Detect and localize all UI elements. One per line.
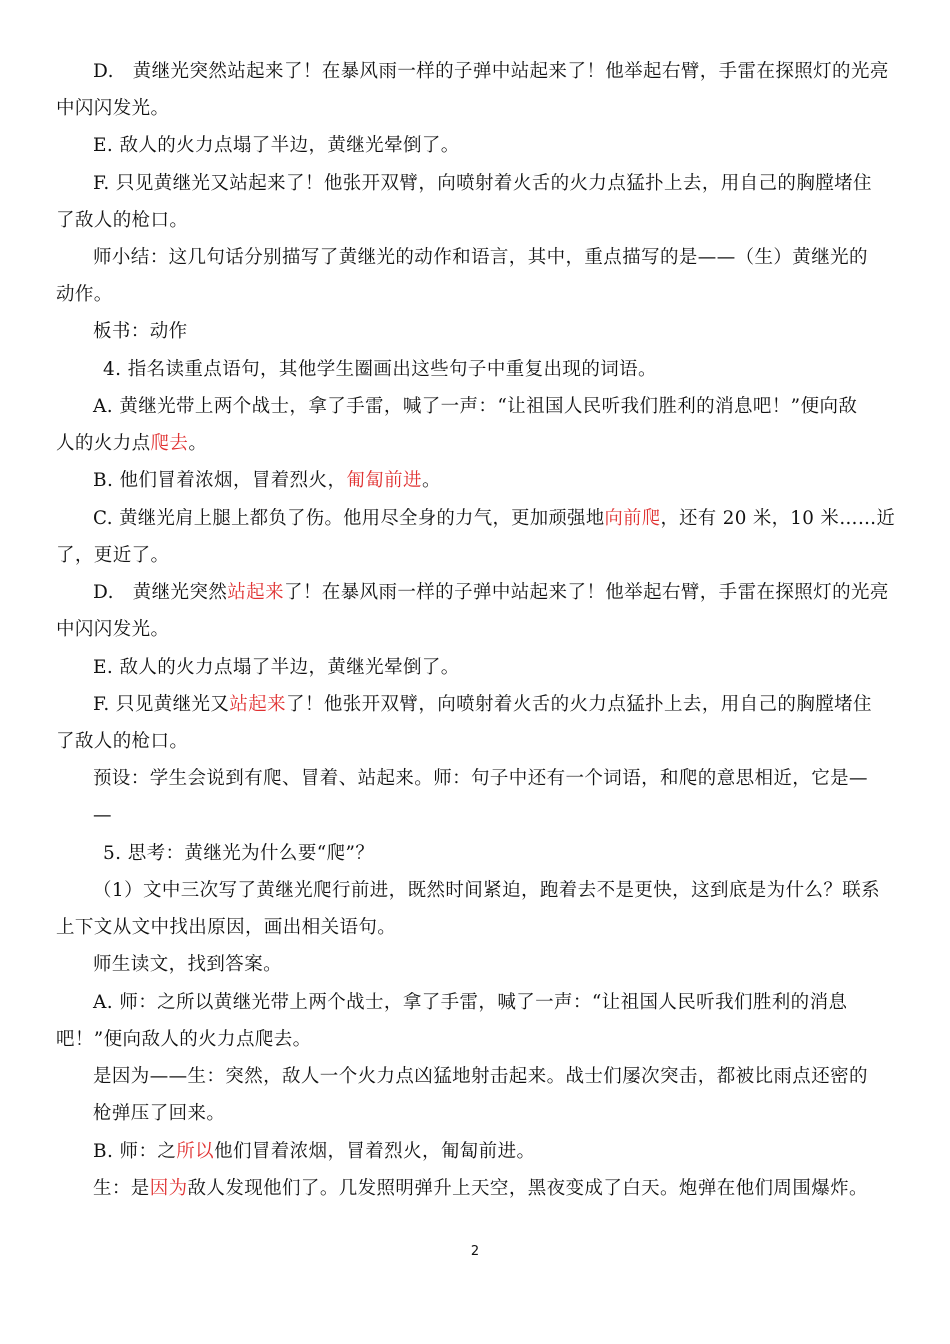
paragraph-line (103, 842, 374, 866)
text-run: D. 黄继光突然 (93, 582, 228, 603)
paragraph-line (93, 507, 895, 531)
paragraph-line (93, 991, 847, 1015)
highlighted-word: 站起来 (229, 694, 287, 715)
text-run: 他们冒着浓烟，冒着烈火，匍匐前进。 (214, 1141, 536, 1162)
highlighted-word: 因为 (149, 1178, 188, 1199)
text-run: 了！在暴风雨一样的子弹中站起来了！他举起右臂，手雷在探照灯的光亮 (283, 582, 889, 603)
text-run: 了，更近了。 (56, 545, 170, 566)
highlighted-word: 站起来 (227, 582, 284, 603)
highlighted-word: 爬去 (150, 433, 189, 454)
paragraph-line (93, 581, 889, 605)
text-run: C. 黄继光肩上腿上都负了伤。他用尽全身的力气，更加顽强地 (93, 508, 605, 529)
paragraph-line (103, 358, 657, 382)
paragraph-line (56, 209, 188, 233)
paragraph-line (93, 693, 872, 717)
text-run: 了敌人的枪口。 (56, 731, 189, 752)
text-run: D. 黄继光突然站起来了！在暴风雨一样的子弹中站起来了！他举起右臂，手雷在探照灯的光亮 (93, 61, 889, 82)
page-number: 2 (470, 1244, 480, 1259)
paragraph-line (93, 246, 868, 270)
paragraph-line (56, 432, 207, 456)
text-run: A. 师：之所以黄继光带上两个战士，拿了手雷，喊了一声：“让祖国人民听我们胜利的消息 (93, 992, 848, 1013)
paragraph-line (56, 730, 188, 754)
text-run: F. 只见黄继光又站起来了！他张开双臂，向喷射着火舌的火力点猛扑上去，用自己的胸膛堵住 (93, 173, 872, 194)
paragraph-line (93, 172, 872, 196)
paragraph-line (93, 767, 868, 791)
text-run: 预设：学生会说到有爬、冒着、站起来。师：句子中还有一个词语，和爬的意思相近，它是— (93, 768, 868, 789)
text-run: ，还有 20 米，10 米……近 (660, 508, 896, 529)
paragraph-line (93, 469, 441, 493)
text-run: 。 (188, 433, 208, 454)
text-run: 动作。 (56, 284, 113, 305)
text-run: F. 只见黄继光又 (93, 694, 230, 715)
text-run: 了！他张开双臂，向喷射着火舌的火力点猛扑上去，用自己的胸膛堵住 (286, 694, 872, 715)
highlighted-word: 匍匐前进 (346, 470, 422, 491)
text-run: 中闪闪发光。 (56, 619, 170, 640)
text-run: E. 敌人的火力点塌了半边，黄继光晕倒了。 (93, 657, 460, 678)
text-run: 师小结：这几句话分别描写了黄继光的动作和语言，其中，重点描写的是——（生）黄继光的 (93, 247, 868, 268)
text-run: 5. 思考：黄继光为什么要“爬”？ (103, 843, 375, 864)
paragraph-line (56, 544, 169, 568)
text-run: 吧！”便向敌人的火力点爬去。 (56, 1029, 312, 1050)
paragraph-line (56, 916, 396, 940)
text-run: 生：是 (93, 1178, 150, 1199)
paragraph-line (93, 134, 460, 158)
paragraph-line (93, 320, 188, 344)
text-run: 是因为——生：突然，敌人一个火力点凶猛地射击起来。战士们屡次突击，都被比雨点还密的 (93, 1066, 868, 1087)
text-run: 上下文从文中找出原因，画出相关语句。 (56, 917, 397, 938)
highlighted-word: 所以 (176, 1141, 215, 1162)
text-run: 人的火力点 (56, 433, 151, 454)
text-run: E. 敌人的火力点塌了半边，黄继光晕倒了。 (93, 135, 460, 156)
paragraph-line (93, 804, 112, 828)
text-run: 师生读文，找到答案。 (93, 954, 283, 975)
paragraph-line (93, 1140, 535, 1164)
text-run: B. 师：之 (93, 1141, 177, 1162)
text-run: — (93, 805, 112, 826)
paragraph-line (93, 1177, 868, 1201)
text-run: 了敌人的枪口。 (56, 210, 189, 231)
paragraph-line (56, 283, 113, 307)
highlighted-word: 向前爬 (604, 508, 661, 529)
paragraph-line (93, 1102, 225, 1126)
paragraph-line (56, 1028, 312, 1052)
paragraph-line (93, 1065, 868, 1089)
text-run: 敌人发现他们了。几发照明弹升上天空，黑夜变成了白天。炮弹在他们周围爆炸。 (187, 1178, 868, 1199)
paragraph-line (93, 60, 889, 84)
text-run: 中闪闪发光。 (56, 98, 170, 119)
text-run: （1）文中三次写了黄继光爬行前进，既然时间紧迫，跑着去不是更快，这到底是为什么？联系 (93, 880, 881, 901)
text-run: 板书：动作 (93, 321, 188, 342)
text-run: B. 他们冒着浓烟，冒着烈火， (93, 470, 347, 491)
text-run: 。 (421, 470, 441, 491)
paragraph-line (93, 395, 857, 419)
text-run: 枪弹压了回来。 (93, 1103, 226, 1124)
paragraph-line (56, 97, 169, 121)
paragraph-line (93, 953, 282, 977)
paragraph-line (93, 656, 460, 680)
paragraph-line (56, 618, 169, 642)
paragraph-line (93, 879, 880, 903)
text-run: 4. 指名读重点语句，其他学生圈画出这些句子中重复出现的词语。 (103, 359, 657, 380)
text-run: A. 黄继光带上两个战士，拿了手雷，喊了一声：“让祖国人民听我们胜利的消息吧！”便向敌 (93, 396, 858, 417)
